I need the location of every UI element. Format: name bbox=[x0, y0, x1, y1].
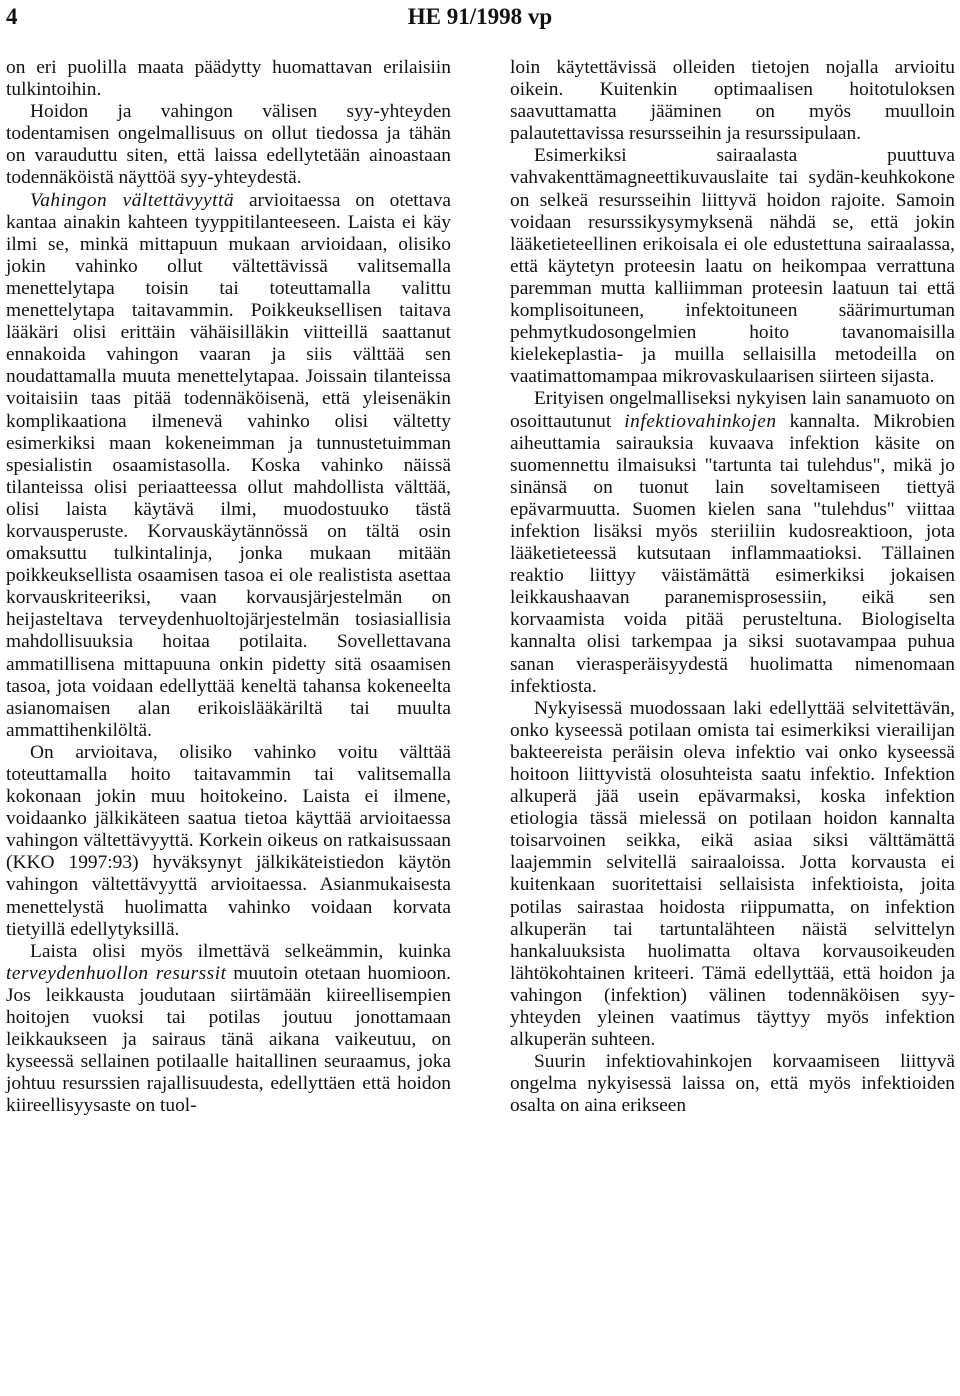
paragraph-text: kannalta. Mikrobien aiheuttamia sairauksia kuvaava infektion käsite on suomennettu ilmaisuksi "tartunta tai tulehdus", mikä jo sinänsä on tuonut lain soveltamiseen tiettyä epävarmuutta. Suomen kielen sana "tulehdus" viittaa infektion lisäksi myös steriiliin kudosreaktioon, jota lääketieteessä kutsutaan inflammaatioksi. Tällainen reaktio liittyy väistämättä esimerkiksi jokaisen leikkaushaavan paranemisprosessiin, eikä sen korvaamista voida pitää perusteltuna. Biologiselta kannalta olisi tarkempaa ja siksi suotavampaa puhua sanan vierasperäisyydestä huolimatta nimenomaan infektiosta. bbox=[510, 410, 955, 697]
page-number: 4 bbox=[6, 4, 18, 29]
paragraph-text: muutoin otetaan huomioon. Jos leikkausta joudutaan siirtämään kiireellisempien hoitojen vuoksi tai potilas joutuu jonottamaan leikkaukseen ja sairaus tänä aikana vaikeutuu, on kyseessä sellainen potilaalle haitallinen seuraamus, joka johtuu resurssien rajallisuudesta, edellyttäen että hoidon kiireellisyysaste on tuol- bbox=[6, 962, 452, 1117]
paragraph: loin käytettävissä olleiden tietojen nojalla arvioitu oikein. Kuitenkin optimaalisen hoitotuloksen saavuttamatta jääminen on myös muulloin palautettavissa resursseihin ja resurssipulaan. bbox=[510, 57, 955, 145]
paragraph-text: Erityisen ongelmalliseksi nykyisen lain sanamuoto on osoittautunut bbox=[510, 388, 955, 432]
right-column bbox=[510, 57, 955, 1118]
paragraph bbox=[510, 388, 955, 697]
emphasis-term: terveydenhuollon resurssit bbox=[6, 962, 227, 984]
paragraph: Hoidon ja vahingon välisen syy-yhteyden todentamisen ongelmallisuus on ollut tiedossa ja tähän on varauduttu siten, että laissa edellytetään ainoastaan todennäköistä näyttöä syy-yhteydestä. bbox=[6, 101, 451, 189]
paragraph: On arvioitava, olisiko vahinko voitu välttää toteuttamalla hoito taitavammin tai valitsemalla kokonaan jokin muu hoitokeino. Laista ei ilmene, voidaanko jälkikäteen saatua tietoa käyttää arvioitaessa vahingon vältettävyyttä. Korkein oikeus on ratkaisussaan (KKO 1997:93) hyväksynyt jälkikäteistiedon käytön vahingon vältettävyyttä arvioitaessa. Asianmukaisesta menettelystä huolimatta vahinko voidaan korvata tietyillä edellytyksillä. bbox=[6, 741, 451, 940]
paragraph bbox=[6, 190, 451, 742]
paragraph: on eri puolilla maata päädytty huomattavan erilaisiin tulkintoihin. bbox=[6, 57, 451, 101]
paragraph-text: Laista olisi myös ilmettävä selkeämmin, kuinka bbox=[30, 940, 451, 962]
paragraph-text: arvioitaessa on otettava kantaa ainakin kahteen tyyppitilanteeseen. Laista ei käy ilmi se, minkä mittapuun mukaan arvioidaan, olisiko jokin vahinko ollut vältettävissä valitsemalla menettelytapa toisin tai toteuttamalla valittu menettelytapa taitavammin. Poikkeuksellisen taitava lääkäri olisi erittäin vähäisilläkin viitteillä saattanut ennakoida vahingon vaaran ja siis välttää sen noudattamalla muuta menettelytapaa. Joissain tilanteissa voitaisiin taas pitää todennäköisenä, että yleisenäkin komplikaationa ilmenevä vahinko olisi vältetty esimerkiksi maan kokeneimman ja tunnustetuimman spesialistin osaamistasolla. Koska vahinko näissä tilanteissa olisi periaatteessa ollut mahdollista välttää, olisi laista käytävä ilmi, muodostuuko tästä korvausperuste. Korvauskäytännössä on tältä osin omaksuttu tulkintalinja, jonka mukaan mitään poikkeuksellista osaamisen tasoa ei ole realistista asettaa korvauskriteeriksi, vaan korvausjärjestelmän on heijasteltava terveydenhuoltojärjestelmän tosiasiallisia mahdollisuuksia hoitaa potilaita. Sovellettavana ammatillisena mittapuuna onkin pidetty sitä osaamisen tasoa, jota voidaan edellyttää keneltä tahansa kokeneelta asianomaisen alan erikoislääkäriltä tai muulta ammattihenkilöltä. bbox=[6, 189, 451, 741]
emphasis-term: Vahingon vältettävyyttä bbox=[30, 189, 235, 211]
paragraph: Esimerkiksi sairaalasta puuttuva vahvakenttämagneettikuvauslaite tai sydän-keuhkokone on selkeä resursseihin liittyvä hoidon rajoite. Samoin voidaan resurssikysymyksenä nähdä se, että jokin lääketieteellinen erikoisala ei ole edustettuna sairaalassa, että käytetyn proteesin laatu on heikompaa verrattuna paremman mutta kalliimman proteesin laatuun tai että komplisoituneen, infektoituneen säärimurtuman pehmytkudosongelmien hoito tavanomaisilla kielekeplastia- ja muilla sellaisilla metodeilla on vaatimattomampaa mikrovaskulaarisen siirteen sijasta. bbox=[510, 145, 955, 388]
left-column bbox=[6, 57, 451, 1118]
emphasis-term: infektiovahinkojen bbox=[624, 410, 777, 432]
paragraph bbox=[6, 941, 451, 1118]
paragraph: Suurin infektiovahinkojen korvaamiseen liittyvä ongelma nykyisessä laissa on, että myös infektioiden osalta on aina erikseen bbox=[510, 1051, 955, 1117]
page-header bbox=[6, 2, 954, 32]
document-id: HE 91/1998 vp bbox=[407, 4, 553, 29]
paragraph: Nykyisessä muodossaan laki edellyttää selvitettävän, onko kyseessä potilaan omista tai esimerkiksi vierailijan bakteereista peräisin oleva infektio vai onko kyseessä hoitoon liittyvistä olosuhteista saatu infektio. Infektion alkuperä jää usein epävarmaksi, koska infektion etiologia tässä mielessä on potilaan hoidon kannalta toisarvoinen seikka, eikä asiaa siksi välttämättä laajemmin selvitellä sairaaloissa. Jotta korvausta ei kuitenkaan suoritettaisi sellaisista infektioista, joita potilas sairastaa hoidosta riippumatta, on infektion alkuperän tai tartuntalähteen näistä selvittelyn hankaluuksista huolimatta oltava korvausoikeuden lähtökohtainen kriteeri. Tämä edellyttää, että hoidon ja vahingon (infektion) välinen todennäköisen syy-yhteyden yleinen vaatimus täyttyy myös infektion alkuperän suhteen. bbox=[510, 697, 955, 1051]
